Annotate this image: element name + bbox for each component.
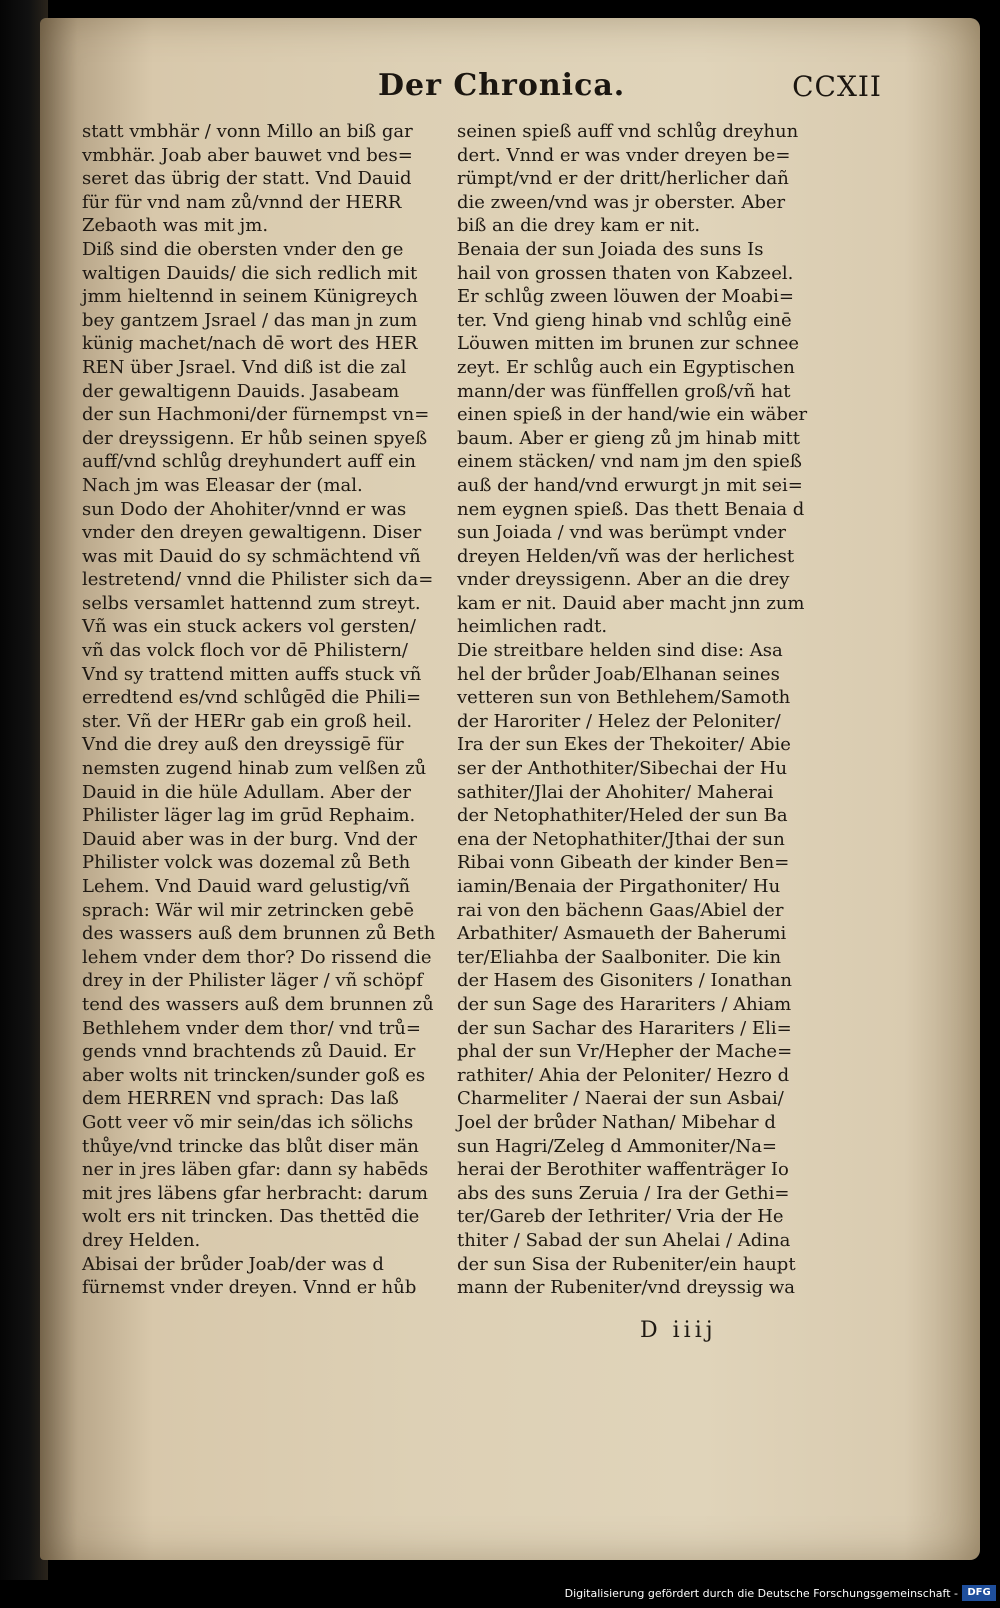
- text-line: rathiter/ Ahia der Peloniter/ Hezro d: [457, 1064, 790, 1086]
- text-line: Vñ was ein stuck ackers vol gersten/: [82, 616, 416, 638]
- text-line: der Hasem des Gisoniters / Ionathan: [457, 970, 792, 992]
- text-line: der Netophathiter/Heled der sun Ba: [457, 805, 788, 827]
- text-line: Joel der brůder Nathan/ Mibehar d: [457, 1111, 776, 1133]
- text-line: vmbhär. Joab aber bauwet vnd bes=: [82, 144, 413, 166]
- text-line: für für vnd nam zů/vnnd der HERR: [82, 191, 402, 213]
- text-line: ter/Gareb der Iethriter/ Vria der He: [457, 1206, 784, 1228]
- text-line: Vnd sy trattend mitten auffs stuck vñ: [82, 663, 422, 685]
- text-line: vnder den dreyen gewaltigenn. Diser: [82, 522, 422, 544]
- text-line: tend des wassers auß dem brunnen zů: [82, 993, 434, 1015]
- text-line: Dauid aber was in der burg. Vnd der: [82, 828, 417, 850]
- text-line: seinen spieß auff vnd schlůg dreyhun: [457, 121, 799, 142]
- text-line: der sun Sisa der Rubeniter/ein haupt: [457, 1253, 796, 1275]
- text-line: Philister volck was dozemal zů Beth: [82, 852, 411, 874]
- text-line: Gott veer võ mir sein/das ich sölichs: [82, 1111, 414, 1133]
- text-line: auß der hand/vnd erwurgt jn mit sei=: [457, 474, 803, 496]
- text-line: zeyt. Er schlůg auch ein Egyptischen: [457, 356, 795, 378]
- text-line: dreyen Helden/vñ was der herlichest: [457, 545, 795, 567]
- text-line: der sun Sachar des Harariters / Eli=: [457, 1017, 792, 1039]
- text-line: Ribai vonn Gibeath der kinder Ben=: [457, 852, 790, 874]
- folio-number: CCXII: [792, 70, 882, 103]
- text-line: ena der Netophathiter/Jthai der sun: [457, 828, 785, 850]
- text-line: Ira der sun Ekes der Thekoiter/ Abie: [457, 734, 791, 756]
- text-line: mann der Rubeniter/vnd dreyssig wa: [457, 1277, 796, 1299]
- text-line: des wassers auß dem brunnen zů Beth: [82, 923, 436, 945]
- text-line: auff/vnd schlůg dreyhundert auff ein: [82, 451, 416, 473]
- text-line: mit jres läbens gfar herbracht: darum: [82, 1182, 428, 1204]
- text-line: vetteren sun von Bethlehem/Samoth: [457, 687, 791, 709]
- text-line: der sun Hachmoni/der fürnempst vn=: [82, 404, 430, 426]
- funding-credit: Digitalisierung gefördert durch die Deutsche Forschungsgemeinschaft -: [564, 1587, 958, 1600]
- text-line: nemsten zugend hinab zum velßen zů: [82, 758, 427, 780]
- text-line: ner in jres läben gfar: dann sy habēds: [82, 1159, 429, 1181]
- text-line: heimlichen radt.: [457, 616, 608, 638]
- text-line: Benaia der sun Joiada des suns Is: [457, 238, 764, 260]
- text-line: fürnemst vnder dreyen. Vnnd er hůb: [82, 1277, 417, 1299]
- text-line: Lehem. Vnd Dauid ward gelustig/vñ: [82, 876, 411, 897]
- text-line: rümpt/vnd er der dritt/herlicher dañ: [457, 168, 789, 190]
- text-line: Er schlůg zween löuwen der Moabi=: [457, 286, 794, 308]
- text-line: der sun Sage des Harariters / Ahiam: [457, 993, 792, 1015]
- text-line: vñ das volck floch vor dē Philistern/: [82, 640, 408, 662]
- text-line: statt vmbhär / vonn Millo an biß gar: [82, 121, 413, 142]
- text-line: Nach jm was Eleasar der (mal.: [82, 474, 363, 496]
- dfg-logo[interactable]: DFG: [962, 1585, 996, 1601]
- text-line: der dreyssigenn. Er hůb seinen spyeß: [82, 427, 428, 449]
- text-line: gends vnnd brachtends zů Dauid. Er: [82, 1041, 416, 1063]
- text-line: iamin/Benaia der Pirgathoniter/ Hu: [457, 876, 781, 897]
- text-line: Philister läger lag im grūd Rephaim.: [82, 805, 416, 827]
- text-line: Die streitbare helden sind dise: Asa: [457, 640, 783, 662]
- text-line: der Haroriter / Helez der Peloniter/: [457, 710, 781, 732]
- text-line: dem HERREN vnd sprach: Das laß: [82, 1088, 399, 1110]
- text-line: seret das übrig der statt. Vnd Dauid: [82, 168, 412, 190]
- text-line: ter. Vnd gieng hinab vnd schlůg einē: [457, 309, 792, 331]
- text-line: kam er nit. Dauid aber macht jnn zum: [457, 592, 805, 614]
- text-line: vnder dreyssigenn. Aber an die drey: [457, 569, 790, 591]
- text-line: waltigen Dauids/ die sich redlich mit: [82, 262, 418, 284]
- text-line: sun Joiada / vnd was berümpt vnder: [457, 522, 787, 544]
- text-line: Arbathiter/ Asmaueth der Baherumi: [457, 923, 787, 945]
- running-header: Der Chronica.: [378, 68, 626, 103]
- text-line: wolt ers nit trincken. Das thettēd die: [82, 1206, 420, 1228]
- text-line: selbs versamlet hattennd zum streyt.: [82, 592, 421, 614]
- text-line: ser der Anthothiter/Sibechai der Hu: [457, 758, 788, 780]
- text-line: einem stäcken/ vnd nam jm den spieß: [457, 451, 802, 473]
- text-line: REN über Jsrael. Vnd diß ist die zal: [82, 356, 407, 378]
- signature-mark: D iiij: [640, 1318, 717, 1343]
- text-column-left: [82, 120, 482, 1300]
- text-line: erredtend es/vnd schlůgēd die Phili=: [82, 687, 422, 709]
- text-line: sun Dodo der Ahohiter/vnnd er was: [82, 498, 407, 520]
- text-column-right: [457, 120, 857, 1300]
- text-line: Löuwen mitten im brunen zur schnee: [457, 333, 800, 355]
- text-line: Charmeliter / Naerai der sun Asbai/: [457, 1088, 784, 1110]
- text-line: was mit Dauid do sy schmächtend vñ: [82, 545, 421, 567]
- text-line: Bethlehem vnder dem thor/ vnd trů=: [82, 1017, 421, 1039]
- footer-bar: [0, 1580, 1000, 1608]
- text-line: dert. Vnnd er was vnder dreyen be=: [457, 144, 791, 166]
- text-line: hail von grossen thaten von Kabzeel.: [457, 262, 794, 284]
- text-line: bey gantzem Jsrael / das man jn zum: [82, 309, 418, 331]
- text-line: sun Hagri/Zeleg d Ammoniter/Na=: [457, 1135, 778, 1157]
- text-line: künig machet/nach dē wort des HER: [82, 333, 418, 355]
- text-line: phal der sun Vr/Hepher der Mache=: [457, 1041, 793, 1063]
- text-line: mann/der was fünffellen groß/vñ hat: [457, 380, 791, 402]
- text-line: nem eygnen spieß. Das thett Benaia d: [457, 498, 805, 520]
- text-line: ster. Vñ der HERr gab ein groß heil.: [82, 710, 413, 732]
- text-line: biß an die drey kam er nit.: [457, 215, 701, 237]
- text-line: sprach: Wär wil mir zetrincken gebē: [82, 899, 414, 921]
- text-line: ter/Eliahba der Saalboniter. Die kin: [457, 946, 782, 968]
- text-line: der gewaltigenn Dauids. Jasabeam: [82, 380, 400, 402]
- text-line: drey Helden.: [82, 1229, 201, 1251]
- text-line: Dauid in die hüle Adullam. Aber der: [82, 781, 411, 803]
- text-line: Zebaoth was mit jm.: [82, 215, 269, 237]
- text-line: thiter / Sabad der sun Ahelai / Adina: [457, 1229, 791, 1251]
- text-line: aber wolts nit trincken/sunder goß es: [82, 1064, 426, 1086]
- text-line: drey in der Philister läger / vñ schöpf: [82, 970, 423, 992]
- text-line: Abisai der brůder Joab/der was d: [82, 1253, 384, 1275]
- text-line: herai der Berothiter waffenträger Io: [457, 1159, 789, 1181]
- text-line: abs des suns Zeruia / Ira der Gethi=: [457, 1182, 790, 1204]
- text-line: jmm hieltennd in seinem Künigreych: [82, 286, 418, 308]
- text-line: hel der brůder Joab/Elhanan seines: [457, 663, 780, 685]
- text-line: thůye/vnd trincke das blůt diser män: [82, 1135, 419, 1157]
- book-page: [40, 18, 980, 1560]
- text-line: rai von den bächenn Gaas/Abiel der: [457, 899, 784, 921]
- text-line: sathiter/Jlai der Ahohiter/ Maherai: [457, 781, 774, 803]
- text-line: die zween/vnd was jr oberster. Aber: [457, 191, 786, 213]
- text-line: Vnd die drey auß den dreyssigē für: [82, 734, 404, 756]
- text-line: baum. Aber er gieng zů jm hinab mitt: [457, 427, 800, 449]
- text-line: Diß sind die obersten vnder den ge: [82, 238, 404, 260]
- text-line: einen spieß in der hand/wie ein wäber: [457, 404, 808, 426]
- text-line: lestretend/ vnnd die Philister sich da=: [82, 569, 434, 591]
- text-line: lehem vnder dem thor? Do rissend die: [82, 946, 432, 968]
